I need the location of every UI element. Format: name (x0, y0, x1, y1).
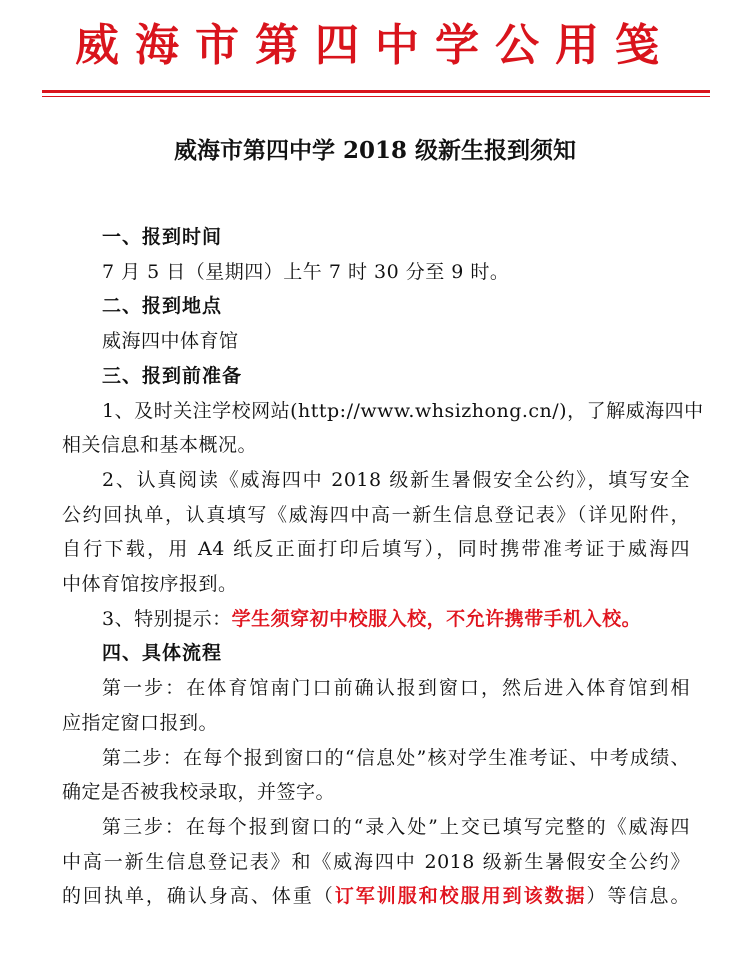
report-location-text: 威海四中体育馆 (102, 330, 239, 353)
step-2-line-2: 确定是否被我校录取，并签字。 (62, 781, 336, 804)
section-heading-preparation: 三、报到前准备 (102, 364, 243, 387)
step-3-line-3-suffix: ）等信息。 (586, 885, 690, 908)
prep-item-2-line-2: 公约回执单，认真填写《威海四中高一新生信息登记表》（详见附件， (62, 503, 690, 526)
prep-item-1-line-1: 1、及时关注学校网站(http://www.whsizhong.cn/)，了解威海四中 (102, 399, 704, 422)
step-3-line-1: 第三步：在每个报到窗口的“录入处”上交已填写完整的《威海四 (102, 815, 690, 838)
section-heading-location: 二、报到地点 (102, 295, 223, 318)
step-1-line-2: 应指定窗口报到。 (62, 711, 219, 734)
prep-item-3-prefix: 3、特别提示： (102, 607, 232, 630)
special-notice-highlight: 学生须穿初中校服入校，不允许携带手机入校。 (231, 607, 642, 630)
step-3-line-3 (62, 879, 690, 914)
document-title: 威海市第四中学 2018 级新生报到须知 (173, 137, 577, 164)
prep-item-2-line-4: 中体育馆按序报到。 (62, 573, 238, 596)
letterhead-rule-thin (42, 96, 710, 97)
uniform-data-highlight: 订军训服和校服用到该数据 (334, 885, 587, 908)
letterhead-rule-thick (42, 90, 710, 93)
letterhead-title: 威海市第四中学公用笺 (75, 20, 675, 71)
prep-item-1-line-2: 相关信息和基本概况。 (62, 434, 258, 457)
document-body (62, 220, 704, 914)
step-3-line-2: 中高一新生信息登记表》和《威海四中 2018 级新生暑假安全公约》 (62, 850, 690, 873)
step-2-line-1: 第二步：在每个报到窗口的“信息处”核对学生准考证、中考成绩、 (102, 746, 690, 769)
step-3-line-3-prefix: 的回执单，确认身高、体重（ (62, 885, 335, 908)
prep-item-3 (62, 602, 690, 637)
section-heading-time: 一、报到时间 (102, 226, 223, 248)
prep-item-2-line-1: 2、认真阅读《威海四中 2018 级新生暑假安全公约》，填写安全 (102, 468, 690, 491)
report-time-text: 7 月 5 日（星期四）上午 7 时 30 分至 9 时。 (102, 260, 510, 283)
section-heading-procedure: 四、具体流程 (102, 642, 223, 665)
step-1-line-1: 第一步：在体育馆南门口前确认报到窗口，然后进入体育馆到相 (102, 677, 690, 700)
prep-item-2-line-3: 自行下载，用 A4 纸反正面打印后填写），同时携带准考证于威海四 (62, 538, 690, 561)
